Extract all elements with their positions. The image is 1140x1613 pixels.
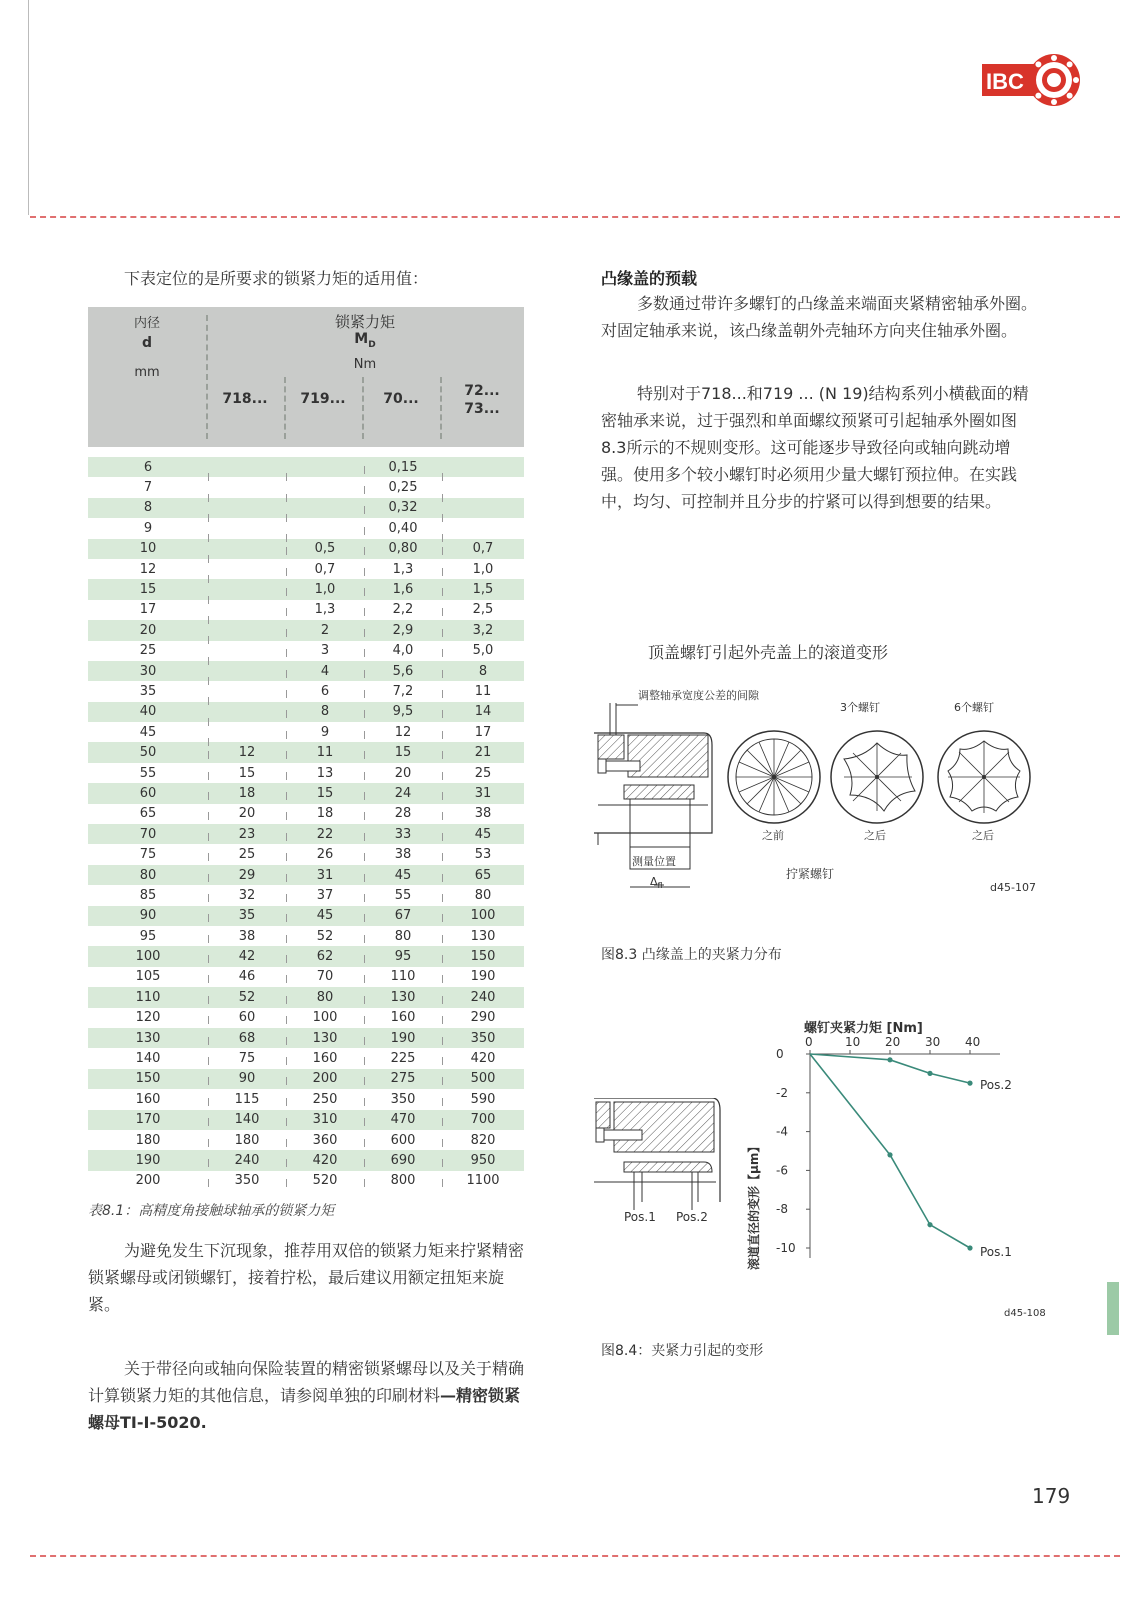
table-row bbox=[88, 742, 524, 762]
top-dashed-divider bbox=[30, 216, 1120, 218]
torque-cell: 1,0 bbox=[442, 562, 524, 577]
section-pos2-label: Pos.2 bbox=[676, 1210, 708, 1224]
bore-cell: 40 bbox=[139, 704, 157, 720]
torque-cell: 52 bbox=[286, 929, 364, 944]
torque-cell: 62 bbox=[286, 949, 364, 964]
measure-position-label: 测量位置 bbox=[632, 855, 676, 868]
torque-cell: 275 bbox=[364, 1071, 442, 1086]
torque-cell: 11 bbox=[286, 745, 364, 760]
torque-cell: 80 bbox=[442, 888, 524, 903]
torque-cell: 350 bbox=[364, 1092, 442, 1107]
torque-cell: 32 bbox=[208, 888, 286, 903]
bore-cell: 25 bbox=[139, 643, 157, 659]
torque-cell: 520 bbox=[286, 1173, 364, 1188]
torque-cell: 360 bbox=[286, 1133, 364, 1148]
torque-cell: 4,0 bbox=[364, 643, 442, 658]
table-body bbox=[88, 457, 524, 1191]
table-row bbox=[88, 763, 524, 783]
figure-8-4 bbox=[594, 1018, 1064, 1338]
bore-cell: 80 bbox=[139, 867, 157, 883]
bore-cell: 55 bbox=[139, 765, 157, 781]
delta-label: $\Delta_{fl}$ bbox=[650, 875, 663, 891]
torque-cell: 60 bbox=[208, 1010, 286, 1025]
data-point bbox=[967, 1081, 972, 1086]
torque-cell: 310 bbox=[286, 1112, 364, 1127]
torque-cell: 130 bbox=[286, 1031, 364, 1046]
torque-cell: 5,6 bbox=[364, 664, 442, 679]
torque-cell: 100 bbox=[286, 1010, 364, 1025]
torque-cell: 225 bbox=[364, 1051, 442, 1066]
torque-cell: 13 bbox=[286, 766, 364, 781]
data-point bbox=[967, 1245, 972, 1250]
header-divider bbox=[362, 377, 364, 439]
torque-cell: 470 bbox=[364, 1112, 442, 1127]
torque-cell: 14 bbox=[442, 704, 524, 719]
torque-cell: 130 bbox=[364, 990, 442, 1005]
series-label: Pos.1 bbox=[980, 1245, 1012, 1259]
torque-cell: 950 bbox=[442, 1153, 524, 1168]
torque-cell: 9 bbox=[286, 725, 364, 740]
bore-cell: 8 bbox=[143, 500, 153, 516]
bore-cell: 50 bbox=[139, 745, 157, 761]
torque-cell: 42 bbox=[208, 949, 286, 964]
table-row bbox=[88, 946, 524, 966]
bore-cell: 180 bbox=[135, 1132, 161, 1148]
torque-cell: 130 bbox=[442, 929, 524, 944]
torque-cell: 350 bbox=[442, 1031, 524, 1046]
table-row bbox=[88, 539, 524, 559]
figure-83-code: d45-107 bbox=[990, 881, 1036, 894]
table-row bbox=[88, 559, 524, 579]
torque-cell: 800 bbox=[364, 1173, 442, 1188]
torque-cell: 190 bbox=[364, 1031, 442, 1046]
header-bore-symbol: d bbox=[141, 335, 153, 351]
bore-cell: 110 bbox=[135, 989, 161, 1005]
chart-title: 螺钉夹紧力矩 [Nm] bbox=[804, 1021, 923, 1036]
bore-cell: 190 bbox=[135, 1152, 161, 1168]
torque-cell: 22 bbox=[286, 827, 364, 842]
torque-cell: 240 bbox=[442, 990, 524, 1005]
table-row bbox=[88, 1130, 524, 1150]
x-tick-label: 40 bbox=[965, 1035, 981, 1049]
header-bore-label: 内径 bbox=[133, 316, 160, 331]
svg-text:IBC: IBC bbox=[986, 69, 1024, 94]
table-caption: 表8.1：高精度角接触球轴承的锁紧力矩 bbox=[88, 1203, 335, 1219]
torque-cell: 420 bbox=[286, 1153, 364, 1168]
x-tick-label: 20 bbox=[885, 1035, 901, 1049]
torque-cell: 52 bbox=[208, 990, 286, 1005]
torque-cell: 2 bbox=[286, 623, 364, 638]
torque-cell: 150 bbox=[442, 949, 524, 964]
torque-cell: 8 bbox=[442, 664, 524, 679]
torque-cell: 20 bbox=[208, 806, 286, 821]
torque-cell: 0,80 bbox=[364, 541, 442, 556]
table-row bbox=[88, 681, 524, 701]
table-row bbox=[88, 1150, 524, 1170]
bore-cell: 160 bbox=[135, 1091, 161, 1107]
table-row bbox=[88, 457, 524, 477]
table-row bbox=[88, 600, 524, 620]
deformation-chart bbox=[744, 1018, 1064, 1318]
bore-cell: 170 bbox=[135, 1112, 161, 1128]
torque-cell: 31 bbox=[442, 786, 524, 801]
section-pos1-label: Pos.1 bbox=[624, 1210, 656, 1224]
bore-cell: 75 bbox=[139, 847, 157, 863]
torque-cell: 24 bbox=[364, 786, 442, 801]
bore-cell: 30 bbox=[139, 663, 157, 679]
torque-cell: 2,2 bbox=[364, 602, 442, 617]
header-torque-title: 锁紧力矩 bbox=[334, 313, 395, 331]
torque-cell: 3,2 bbox=[442, 623, 524, 638]
torque-cell: 31 bbox=[286, 868, 364, 883]
table-row bbox=[88, 926, 524, 946]
torque-cell: 70 bbox=[286, 969, 364, 984]
torque-cell: 90 bbox=[208, 1071, 286, 1086]
torque-cell: 80 bbox=[286, 990, 364, 1005]
disk-before bbox=[728, 731, 820, 823]
table-row bbox=[88, 804, 524, 824]
header-torque-unit: Nm bbox=[353, 357, 377, 372]
x-tick-label: 30 bbox=[925, 1035, 941, 1049]
torque-cell: 20 bbox=[364, 766, 442, 781]
torque-cell: 28 bbox=[364, 806, 442, 821]
header-series-719: 719... bbox=[300, 391, 346, 407]
torque-cell: 0,25 bbox=[364, 480, 442, 495]
table-row bbox=[88, 865, 524, 885]
torque-cell: 18 bbox=[208, 786, 286, 801]
bore-cell: 120 bbox=[135, 1010, 161, 1026]
torque-cell: 115 bbox=[208, 1092, 286, 1107]
torque-cell: 1,3 bbox=[364, 562, 442, 577]
bore-cell: 85 bbox=[139, 887, 157, 903]
torque-cell: 1,3 bbox=[286, 602, 364, 617]
torque-cell: 250 bbox=[286, 1092, 364, 1107]
three-screws-label: 3个螺钉 bbox=[840, 701, 880, 714]
ibc-logo bbox=[982, 52, 1082, 108]
y-tick-label: -4 bbox=[776, 1124, 788, 1139]
torque-cell: 110 bbox=[364, 969, 442, 984]
paragraph-locknut-reference: 关于带径向或轴向保险装置的精密锁紧螺母以及关于精确计算锁紧力矩的其他信息，请参阅单独的印刷材料—精密锁紧螺母TI-I-5020. bbox=[88, 1359, 525, 1432]
torque-cell: 2,9 bbox=[364, 623, 442, 638]
torque-cell: 15 bbox=[286, 786, 364, 801]
table-row bbox=[88, 1110, 524, 1130]
torque-cell: 15 bbox=[364, 745, 442, 760]
torque-cell: 45 bbox=[364, 868, 442, 883]
y-tick-label: -8 bbox=[776, 1202, 788, 1217]
series-label: Pos.2 bbox=[980, 1078, 1012, 1093]
figure-84-caption: 图8.4：夹紧力引起的变形 bbox=[601, 1343, 764, 1359]
torque-cell: 3 bbox=[286, 643, 364, 658]
tighten-screws-label: 拧紧螺钉 bbox=[786, 867, 835, 881]
table-row bbox=[88, 824, 524, 844]
torque-cell: 33 bbox=[364, 827, 442, 842]
side-tab-marker bbox=[1107, 1282, 1119, 1335]
table-row bbox=[88, 1089, 524, 1109]
bore-cell: 10 bbox=[139, 541, 157, 557]
figure-84-code: d45-108 bbox=[1004, 1308, 1046, 1319]
bore-cell: 200 bbox=[135, 1173, 161, 1189]
six-screws-label: 6个螺钉 bbox=[954, 701, 994, 714]
table-row bbox=[88, 641, 524, 661]
torque-cell: 65 bbox=[442, 868, 524, 883]
torque-cell: 7,2 bbox=[364, 684, 442, 699]
bore-cell: 60 bbox=[139, 785, 157, 801]
figure-8-3 bbox=[594, 689, 1054, 915]
data-point bbox=[927, 1222, 932, 1227]
gap-label: 调整轴承宽度公差的间隙 bbox=[638, 689, 759, 702]
section-heading-flange-preload: 凸缘盖的预载 bbox=[601, 269, 698, 288]
torque-cell: 17 bbox=[442, 725, 524, 740]
figure-83-caption: 图8.3 凸缘盖上的夹紧力分布 bbox=[601, 947, 782, 963]
bore-cell: 150 bbox=[135, 1071, 161, 1087]
torque-cell: 0,40 bbox=[364, 521, 442, 536]
torque-cell: 95 bbox=[364, 949, 442, 964]
table-intro-text: 下表定位的是所要求的锁紧力矩的适用值： bbox=[124, 269, 429, 288]
table-row bbox=[88, 783, 524, 803]
table-row bbox=[88, 1028, 524, 1048]
table-row bbox=[88, 661, 524, 681]
torque-cell: 9,5 bbox=[364, 704, 442, 719]
torque-cell: 26 bbox=[286, 847, 364, 862]
header-series-70: 70... bbox=[383, 391, 419, 407]
bottom-dashed-divider bbox=[30, 1555, 1120, 1557]
torque-cell: 29 bbox=[208, 868, 286, 883]
data-point bbox=[887, 1152, 892, 1157]
table-row bbox=[88, 967, 524, 987]
torque-cell: 21 bbox=[442, 745, 524, 760]
bore-cell: 12 bbox=[139, 561, 157, 577]
paragraph-deformation: 特别对于718...和719 ... (N 19)结构系列小横截面的精密轴承来说，过于强烈和单面螺纹预紧可引起轴承外圈如图8.3所示的不规则变形。这可能逐步导致径向或轴向跳动增强。使用多个较小螺钉时必须用少量大螺钉预拉伸。在实践中，均匀、可控制并且分步的拧紧可以得到想要的结果。 bbox=[601, 384, 1029, 511]
torque-cell: 38 bbox=[208, 929, 286, 944]
torque-cell: 0,5 bbox=[286, 541, 364, 556]
page-number: 179 bbox=[1032, 1484, 1071, 1508]
table-row bbox=[88, 1069, 524, 1089]
torque-cell: 5,0 bbox=[442, 643, 524, 658]
torque-cell: 690 bbox=[364, 1153, 442, 1168]
torque-cell: 240 bbox=[208, 1153, 286, 1168]
torque-cell: 12 bbox=[208, 745, 286, 760]
bore-cell: 130 bbox=[135, 1030, 161, 1046]
bore-cell: 17 bbox=[139, 602, 157, 618]
bore-cell: 20 bbox=[139, 622, 157, 638]
before-label: 之前 bbox=[762, 829, 784, 842]
torque-cell: 190 bbox=[442, 969, 524, 984]
torque-cell: 37 bbox=[286, 888, 364, 903]
header-divider bbox=[284, 377, 286, 439]
x-tick-label: 0 bbox=[805, 1035, 813, 1049]
torque-cell: 600 bbox=[364, 1133, 442, 1148]
table-row bbox=[88, 844, 524, 864]
bore-cell: 9 bbox=[143, 520, 153, 536]
table-row bbox=[88, 620, 524, 640]
flange-cover-drawing bbox=[594, 695, 1054, 915]
torque-cell: 11 bbox=[442, 684, 524, 699]
x-tick-label: 10 bbox=[845, 1035, 861, 1049]
torque-cell: 420 bbox=[442, 1051, 524, 1066]
bore-cell: 95 bbox=[139, 928, 157, 944]
torque-cell: 140 bbox=[208, 1112, 286, 1127]
paragraph-settling: 为避免发生下沉现象，推荐用双倍的锁紧力矩来拧紧精密锁紧螺母或闭锁螺钉，接着拧松，最后建议用额定扭矩来旋紧。 bbox=[88, 1241, 525, 1314]
bore-cell: 6 bbox=[143, 459, 153, 475]
bearing-section-drawing bbox=[594, 1098, 744, 1278]
left-margin-rule bbox=[28, 0, 29, 215]
torque-cell: 0,7 bbox=[442, 541, 524, 556]
y-axis-label: 滚道直径的变形【μm】 bbox=[747, 1140, 761, 1270]
header-series-73: 73... bbox=[464, 401, 500, 417]
after-label-2: 之后 bbox=[972, 829, 994, 842]
torque-cell: 100 bbox=[442, 908, 524, 923]
torque-cell: 2,5 bbox=[442, 602, 524, 617]
torque-cell: 67 bbox=[364, 908, 442, 923]
series-line-pos1 bbox=[810, 1054, 970, 1248]
torque-cell: 6 bbox=[286, 684, 364, 699]
table-row bbox=[88, 1008, 524, 1028]
bore-cell: 7 bbox=[143, 480, 153, 496]
torque-cell: 700 bbox=[442, 1112, 524, 1127]
torque-cell: 45 bbox=[286, 908, 364, 923]
table-row bbox=[88, 885, 524, 905]
torque-cell: 820 bbox=[442, 1133, 524, 1148]
header-series-72: 72... bbox=[464, 383, 500, 399]
header-series-718: 718... bbox=[222, 391, 268, 407]
bore-cell: 35 bbox=[139, 683, 157, 699]
torque-cell: 1,5 bbox=[442, 582, 524, 597]
y-tick-label: 0 bbox=[776, 1047, 784, 1061]
bore-cell: 90 bbox=[139, 908, 157, 924]
table-row bbox=[88, 477, 524, 497]
torque-cell: 4 bbox=[286, 664, 364, 679]
torque-cell: 23 bbox=[208, 827, 286, 842]
bore-cell: 15 bbox=[139, 582, 157, 598]
locking-torque-table bbox=[88, 307, 524, 1191]
bore-cell: 45 bbox=[139, 724, 157, 740]
torque-cell: 1,0 bbox=[286, 582, 364, 597]
torque-cell: 160 bbox=[286, 1051, 364, 1066]
bore-cell: 100 bbox=[135, 949, 161, 965]
table-row bbox=[88, 702, 524, 722]
torque-cell: 38 bbox=[364, 847, 442, 862]
figure-83-title: 顶盖螺钉引起外壳盖上的滚道变形 bbox=[648, 643, 889, 662]
torque-cell: 25 bbox=[442, 766, 524, 781]
table-row bbox=[88, 1171, 524, 1191]
torque-cell: 1100 bbox=[442, 1173, 524, 1188]
disk-after-3-screws bbox=[831, 731, 923, 823]
bore-cell: 105 bbox=[135, 969, 161, 985]
torque-cell: 18 bbox=[286, 806, 364, 821]
torque-cell: 53 bbox=[442, 847, 524, 862]
table-row bbox=[88, 518, 524, 538]
table-row bbox=[88, 987, 524, 1007]
torque-cell: 55 bbox=[364, 888, 442, 903]
torque-cell: 200 bbox=[286, 1071, 364, 1086]
torque-cell: 12 bbox=[364, 725, 442, 740]
torque-cell: 25 bbox=[208, 847, 286, 862]
table-row bbox=[88, 1048, 524, 1068]
torque-cell: 8 bbox=[286, 704, 364, 719]
torque-cell: 590 bbox=[442, 1092, 524, 1107]
torque-cell: 35 bbox=[208, 908, 286, 923]
header-bore-unit: mm bbox=[134, 365, 160, 380]
torque-cell: 160 bbox=[364, 1010, 442, 1025]
torque-cell: 500 bbox=[442, 1071, 524, 1086]
torque-cell: 0,32 bbox=[364, 500, 442, 515]
bore-cell: 140 bbox=[135, 1051, 161, 1067]
data-point bbox=[927, 1071, 932, 1076]
data-point bbox=[887, 1057, 892, 1062]
torque-cell: 180 bbox=[208, 1133, 286, 1148]
bore-cell: 65 bbox=[139, 806, 157, 822]
torque-cell: 45 bbox=[442, 827, 524, 842]
bore-cell: 70 bbox=[139, 826, 157, 842]
y-tick-label: -10 bbox=[776, 1241, 796, 1255]
y-tick-label: -2 bbox=[776, 1085, 788, 1100]
torque-cell: 46 bbox=[208, 969, 286, 984]
torque-cell: 1,6 bbox=[364, 582, 442, 597]
table-header bbox=[88, 307, 524, 447]
torque-cell: 350 bbox=[208, 1173, 286, 1188]
torque-cell: 0,7 bbox=[286, 562, 364, 577]
torque-cell: 80 bbox=[364, 929, 442, 944]
after-label-1: 之后 bbox=[864, 829, 886, 842]
torque-cell: 38 bbox=[442, 806, 524, 821]
table-row bbox=[88, 498, 524, 518]
torque-cell: 0,15 bbox=[364, 460, 442, 475]
torque-cell: 75 bbox=[208, 1051, 286, 1066]
torque-cell: 68 bbox=[208, 1031, 286, 1046]
table-row bbox=[88, 579, 524, 599]
torque-cell: 15 bbox=[208, 766, 286, 781]
torque-cell: 290 bbox=[442, 1010, 524, 1025]
header-torque-symbol: $M_D$ bbox=[354, 331, 376, 350]
paragraph-flange-cover: 多数通过带许多螺钉的凸缘盖来端面夹紧精密轴承外圈。对固定轴承来说，该凸缘盖朝外壳轴环方向夹住轴承外圈。 bbox=[601, 294, 1038, 340]
table-row bbox=[88, 722, 524, 742]
y-tick-label: -6 bbox=[776, 1163, 788, 1178]
table-row bbox=[88, 906, 524, 926]
disk-after-6-screws bbox=[938, 731, 1030, 823]
